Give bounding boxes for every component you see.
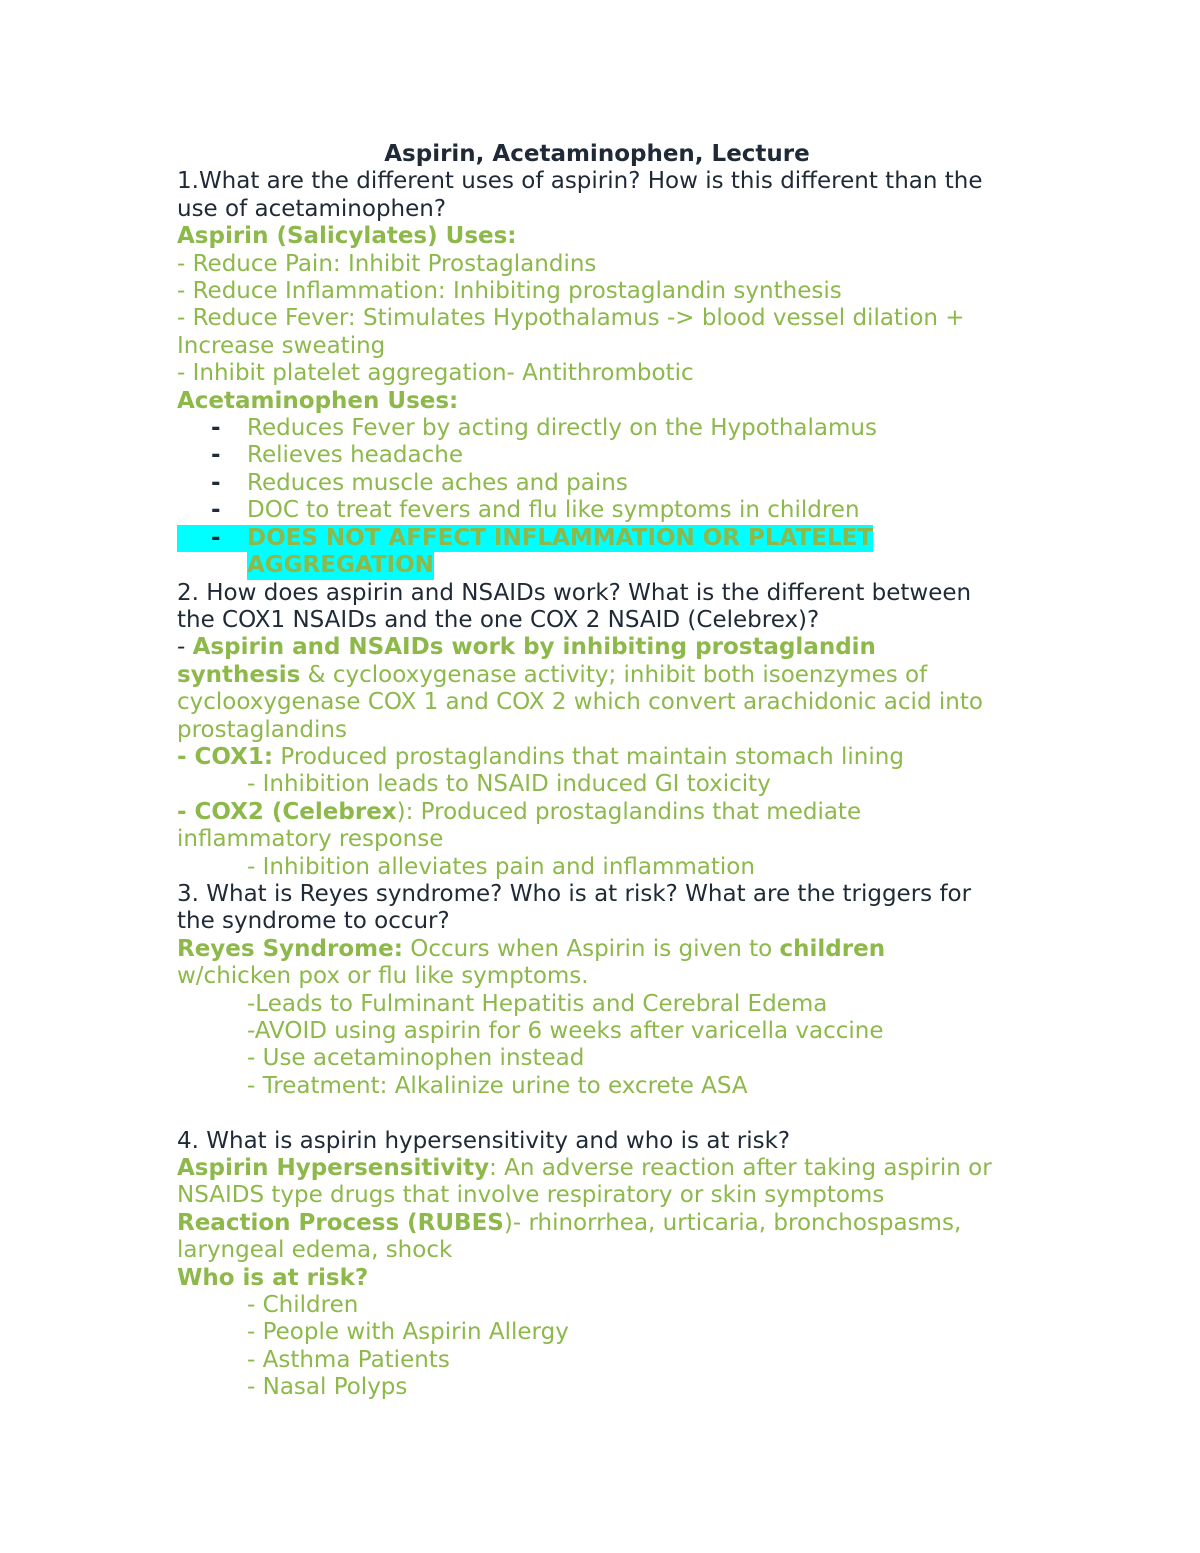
highlighted-warning-item xyxy=(177,525,1037,552)
question-3-line-2: the syndrome to occur? xyxy=(177,908,450,935)
synthesis-bold: synthesis xyxy=(177,661,301,688)
acetaminophen-use-item xyxy=(177,415,1037,442)
rubes-line-1 xyxy=(177,1210,1037,1237)
hypersensitivity-label: Aspirin Hypersensitivity xyxy=(177,1155,490,1182)
acetaminophen-use-item xyxy=(177,442,1037,469)
nsaid-mechanism-text: & cyclooxygenase activity; inhibit both isoenzymes of xyxy=(300,661,928,688)
nsaid-mechanism-line-1 xyxy=(177,634,1037,661)
cox1-line xyxy=(177,744,1037,771)
acetaminophen-use-item xyxy=(177,497,1037,524)
bullet-dash: - xyxy=(211,469,221,496)
acetaminophen-use-text: Relieves headache xyxy=(247,442,463,469)
cox2-label: - COX2 (Celebrex xyxy=(177,798,397,825)
aspirin-use-item: - Inhibit platelet aggregation- Antithrombotic xyxy=(177,360,694,387)
nsaid-mechanism-bold: Aspirin and NSAIDs work by inhibiting prostaglandin xyxy=(192,634,876,661)
aspirin-use-item: - Reduce Pain: Inhibit Prostaglandins xyxy=(177,250,597,277)
reyes-sub-item: -AVOID using aspirin for 6 weeks after varicella vaccine xyxy=(247,1018,884,1044)
risk-item: - People with Aspirin Allergy xyxy=(247,1319,569,1346)
reyes-sub-item: - Treatment: Alkalinize urine to excrete ASA xyxy=(247,1072,748,1099)
highlighted-warning-line-1: DOES NOT AFFECT INFLAMMATION OR PLATELET xyxy=(247,524,874,551)
acetaminophen-use-item xyxy=(177,470,1037,497)
cox1-sub-item: - Inhibition leads to NSAID induced GI toxicity xyxy=(247,771,771,798)
hypersensitivity-text: : An adverse reaction after taking aspirin or xyxy=(489,1155,992,1182)
reyes-definition-line-2: w/chicken pox or flu like symptoms. xyxy=(177,963,589,990)
bullet-dash: - xyxy=(211,415,221,442)
nsaid-mechanism-line-4: prostaglandins xyxy=(177,716,347,743)
acetaminophen-use-text: DOC to treat fevers and flu like symptoms in children xyxy=(247,497,860,524)
reyes-sub-item: - Use acetaminophen instead xyxy=(247,1045,585,1072)
blank-line xyxy=(177,1100,1037,1127)
acetaminophen-use-text: Reduces Fever by acting directly on the Hypothalamus xyxy=(247,415,877,442)
bullet-dash: - xyxy=(211,497,221,524)
risk-item: - Children xyxy=(247,1292,359,1319)
risk-item: - Asthma Patients xyxy=(247,1346,450,1373)
reyes-sub-item: -Leads to Fulminant Hepatitis and Cerebral Edema xyxy=(247,990,828,1017)
aspirin-use-item-continued: Increase sweating xyxy=(177,332,386,359)
nsaid-mechanism-line-2 xyxy=(177,662,1037,689)
question-1-line-2: use of acetaminophen? xyxy=(177,195,447,222)
question-2-line-2: the COX1 NSAIDs and the one COX 2 NSAID (Celebrex)? xyxy=(177,606,820,633)
aspirin-uses-heading: Aspirin (Salicylates) Uses: xyxy=(177,223,517,250)
hypersensitivity-line-1 xyxy=(177,1155,1037,1182)
dash-prefix: - xyxy=(177,634,193,661)
rubes-line-2: laryngeal edema, shock xyxy=(177,1237,453,1264)
question-4: 4. What is aspirin hypersensitivity and who is at risk? xyxy=(177,1127,791,1154)
cox1-label: - COX1: xyxy=(177,743,274,770)
reyes-text: Occurs when Aspirin is given to xyxy=(402,935,780,962)
document-title: Aspirin, Acetaminophen, Lecture xyxy=(384,141,810,167)
acetaminophen-use-text: Reduces muscle aches and pains xyxy=(247,469,628,496)
bullet-dash: - xyxy=(211,442,221,469)
cox2-text: ): Produced prostaglandins that mediate xyxy=(396,798,862,825)
reyes-definition-line-1 xyxy=(177,936,1037,963)
risk-heading: Who is at risk? xyxy=(177,1264,369,1291)
question-3-line-1: 3. What is Reyes syndrome? Who is at risk? What are the triggers for xyxy=(177,880,972,907)
reyes-label: Reyes Syndrome: xyxy=(177,935,403,962)
highlighted-warning-line-2: AGGREGATION xyxy=(247,552,434,579)
cox2-line xyxy=(177,799,1037,826)
highlighted-warning-item-continued xyxy=(177,552,1037,579)
cox2-sub-item: - Inhibition alleviates pain and inflammation xyxy=(247,853,755,880)
rubes-text: )- rhinorrhea, urticaria, bronchospasms, xyxy=(503,1209,962,1236)
question-2-line-1: 2. How does aspirin and NSAIDs work? What is the different between xyxy=(177,579,972,606)
question-1-line-1: 1.What are the different uses of aspirin? How is this different than the xyxy=(177,168,983,195)
children-bold: children xyxy=(779,935,886,962)
cox2-line-continued: inflammatory response xyxy=(177,826,444,853)
bullet-dash: - xyxy=(177,525,247,552)
rubes-label: Reaction Process (RUBES xyxy=(177,1209,504,1236)
aspirin-use-item: - Reduce Fever: Stimulates Hypothalamus -> blood vessel dilation + xyxy=(177,305,965,332)
cox1-text: Produced prostaglandins that maintain stomach lining xyxy=(273,743,904,770)
aspirin-use-item: - Reduce Inflammation: Inhibiting prostaglandin synthesis xyxy=(177,278,842,305)
hypersensitivity-line-2: NSAIDS type drugs that involve respiratory or skin symptoms xyxy=(177,1182,885,1209)
risk-item: - Nasal Polyps xyxy=(247,1374,408,1401)
acetaminophen-uses-heading: Acetaminophen Uses: xyxy=(177,387,459,414)
document-body xyxy=(177,141,1037,1402)
nsaid-mechanism-line-3: cyclooxygenase COX 1 and COX 2 which convert arachidonic acid into xyxy=(177,689,983,716)
